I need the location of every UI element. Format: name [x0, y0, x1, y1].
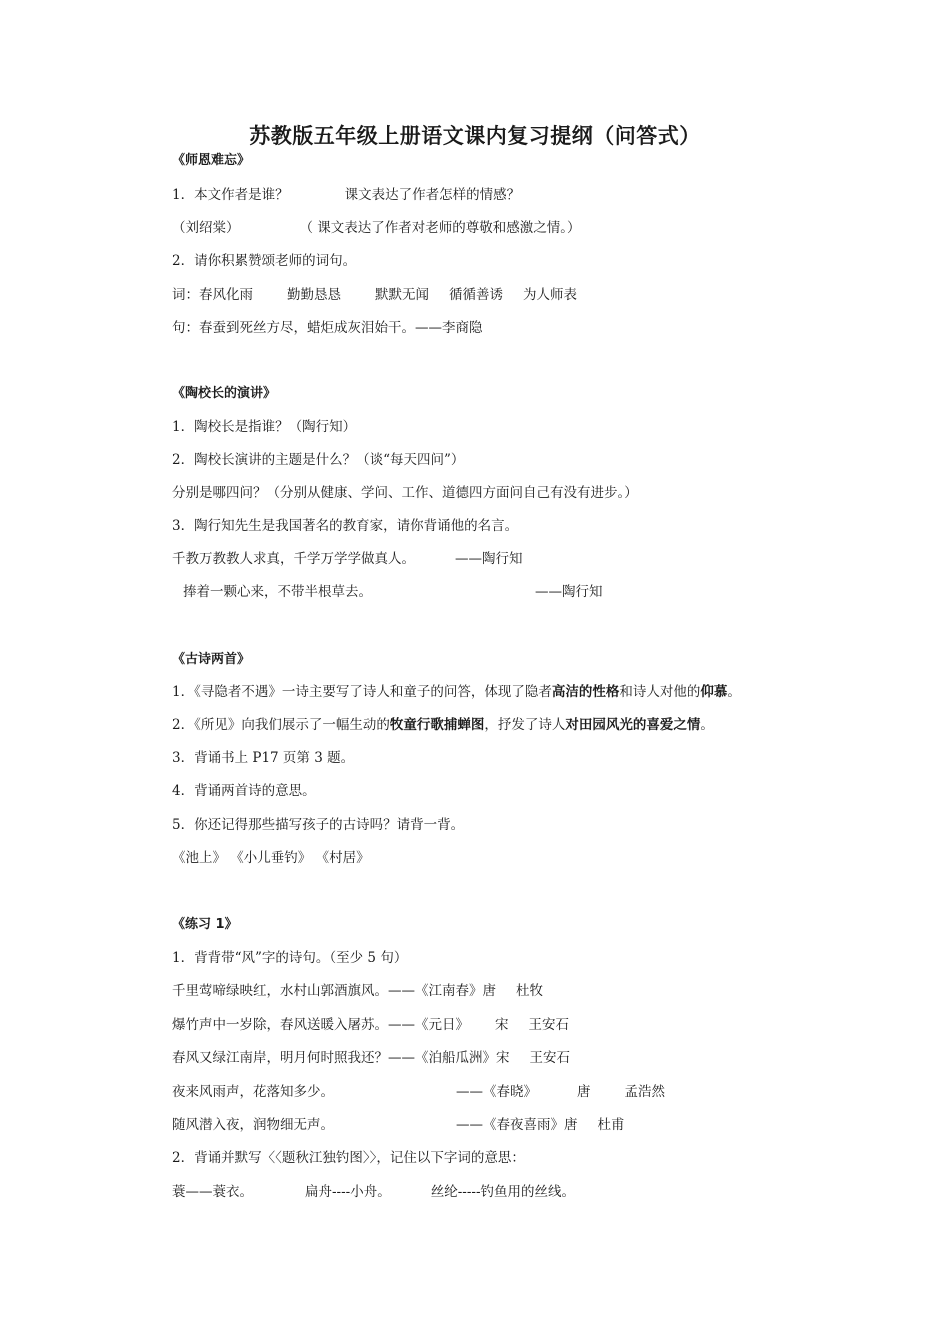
poem-line: [172, 982, 543, 1000]
text-span: ，抒发了诗人: [484, 717, 566, 733]
question-line: 2．请你积累赞颂老师的词句。: [172, 253, 357, 269]
question-text: 1．本文作者是谁？: [172, 187, 289, 203]
vocab-item: 丝纶-----钓鱼用的丝线。: [430, 1184, 576, 1200]
bold-text: 对田园风光的喜爱之情: [565, 717, 701, 733]
text-span: 1．《寻隐者不遇》一诗主要写了诗人和童子的问答，体现了隐者: [172, 684, 552, 700]
sentence-line: 句：春蚕到死丝方尽，蜡炬成灰泪始干。——李商隐: [172, 320, 483, 336]
bold-text: 高洁的性格: [551, 684, 620, 700]
question-line: 2．陶校长演讲的主题是什么？（谈“每天四问”）: [172, 452, 465, 468]
question-line: [172, 186, 520, 204]
word-item: 循循善诱: [449, 287, 503, 303]
poem-text: 夜来风雨声，花落知多少。: [172, 1084, 334, 1100]
poem-source: ——《春晓》: [456, 1084, 537, 1100]
poem-text: 春风又绿江南岸，明月何时照我还？——《泊船瓜洲》宋: [172, 1050, 510, 1066]
answer-line: [172, 219, 581, 237]
quote-text: 捧着一颗心来，不带半根草去。: [183, 584, 372, 600]
word-item: 词：春风化雨: [172, 287, 253, 303]
document-title: 苏教版五年级上册语文课内复习提纲（问答式）: [249, 124, 701, 148]
word-item: 默默无闻: [375, 287, 429, 303]
text-span: 和诗人对他的: [619, 684, 701, 700]
section-heading-lianxi-1: 《练习 1》: [172, 917, 238, 932]
vocab-item: 蓑——蓑衣。: [172, 1184, 253, 1200]
poem-text: 随风潜入夜，润物细无声。: [172, 1117, 334, 1133]
question-line: 1．陶校长是指谁？（陶行知）: [172, 419, 357, 435]
question-line: 1．背背带“风”字的诗句。（至少 5 句）: [172, 950, 408, 966]
quote-line: [183, 583, 603, 601]
poem-line: [172, 1049, 570, 1067]
word-item: 勤勤恳恳: [287, 287, 341, 303]
poem-summary-line: [172, 716, 714, 734]
bold-text: 牧童行歌捕蝉图: [389, 717, 485, 733]
quote-author: ——陶行知: [535, 584, 603, 600]
poem-summary-line: [172, 683, 741, 701]
quote-author: ——陶行知: [455, 551, 523, 567]
text-span: 2．《所见》向我们展示了一幅生动的: [172, 717, 390, 733]
poem-author: 孟浩然: [624, 1084, 665, 1100]
poem-titles-line: 《池上》 《小儿垂钓》 《村居》: [172, 850, 370, 866]
question-line: 4．背诵两首诗的意思。: [172, 783, 316, 799]
poem-author: 王安石: [528, 1017, 569, 1033]
section-heading-shi-en-nan-wang: 《师恩难忘》: [172, 153, 251, 168]
poem-author: 杜牧: [516, 983, 543, 999]
poem-source: ——《春夜喜雨》唐: [456, 1117, 578, 1133]
question-line: 3．背诵书上 P17 页第 3 题。: [172, 750, 355, 766]
bold-text: 仰慕: [700, 684, 728, 700]
section-heading-gushi-liangshou: 《古诗两首》: [172, 652, 251, 667]
question-line: 2．背诵并默写〈〈题秋江独钓图〉〉，记住以下字词的意思：: [172, 1150, 525, 1166]
question-text: 课文表达了作者怎样的情感？: [344, 187, 521, 203]
poem-dynasty: 唐: [577, 1084, 591, 1100]
question-line: 分别是哪四问？（分别从健康、学问、工作、道德四方面问自己有没有进步。）: [172, 485, 638, 501]
poem-author: 杜甫: [597, 1117, 625, 1133]
poem-line: [172, 1016, 569, 1034]
poem-text: 爆竹声中一岁除，春风送暖入屠苏。——《元日》: [172, 1017, 469, 1033]
quote-line: [172, 550, 523, 568]
section-heading-tao-xiaozhang: 《陶校长的演讲》: [172, 386, 277, 401]
poem-line: [172, 1083, 665, 1101]
poem-author: 王安石: [529, 1050, 570, 1066]
answer-text: （ 课文表达了作者对老师的尊敬和感激之情。）: [299, 220, 581, 236]
text-span: 。: [700, 717, 714, 733]
question-line: 5．你还记得那些描写孩子的古诗吗？请背一背。: [172, 817, 465, 833]
vocab-item: 扁舟----小舟。: [305, 1184, 391, 1200]
question-line: 3．陶行知先生是我国著名的教育家，请你背诵他的名言。: [172, 518, 519, 534]
word-item: 为人师表: [523, 287, 577, 303]
text-span: 。: [727, 684, 741, 700]
answer-text: （刘绍棠）: [172, 220, 240, 236]
poem-line: [172, 1116, 625, 1134]
poem-dynasty: 宋: [495, 1017, 509, 1033]
words-line: [172, 286, 577, 304]
vocab-line: [172, 1183, 575, 1201]
poem-text: 千里莺啼绿映红，水村山郭酒旗风。——《江南春》唐: [172, 983, 496, 999]
quote-text: 千教万教教人求真，千学万学学做真人。: [172, 551, 415, 567]
